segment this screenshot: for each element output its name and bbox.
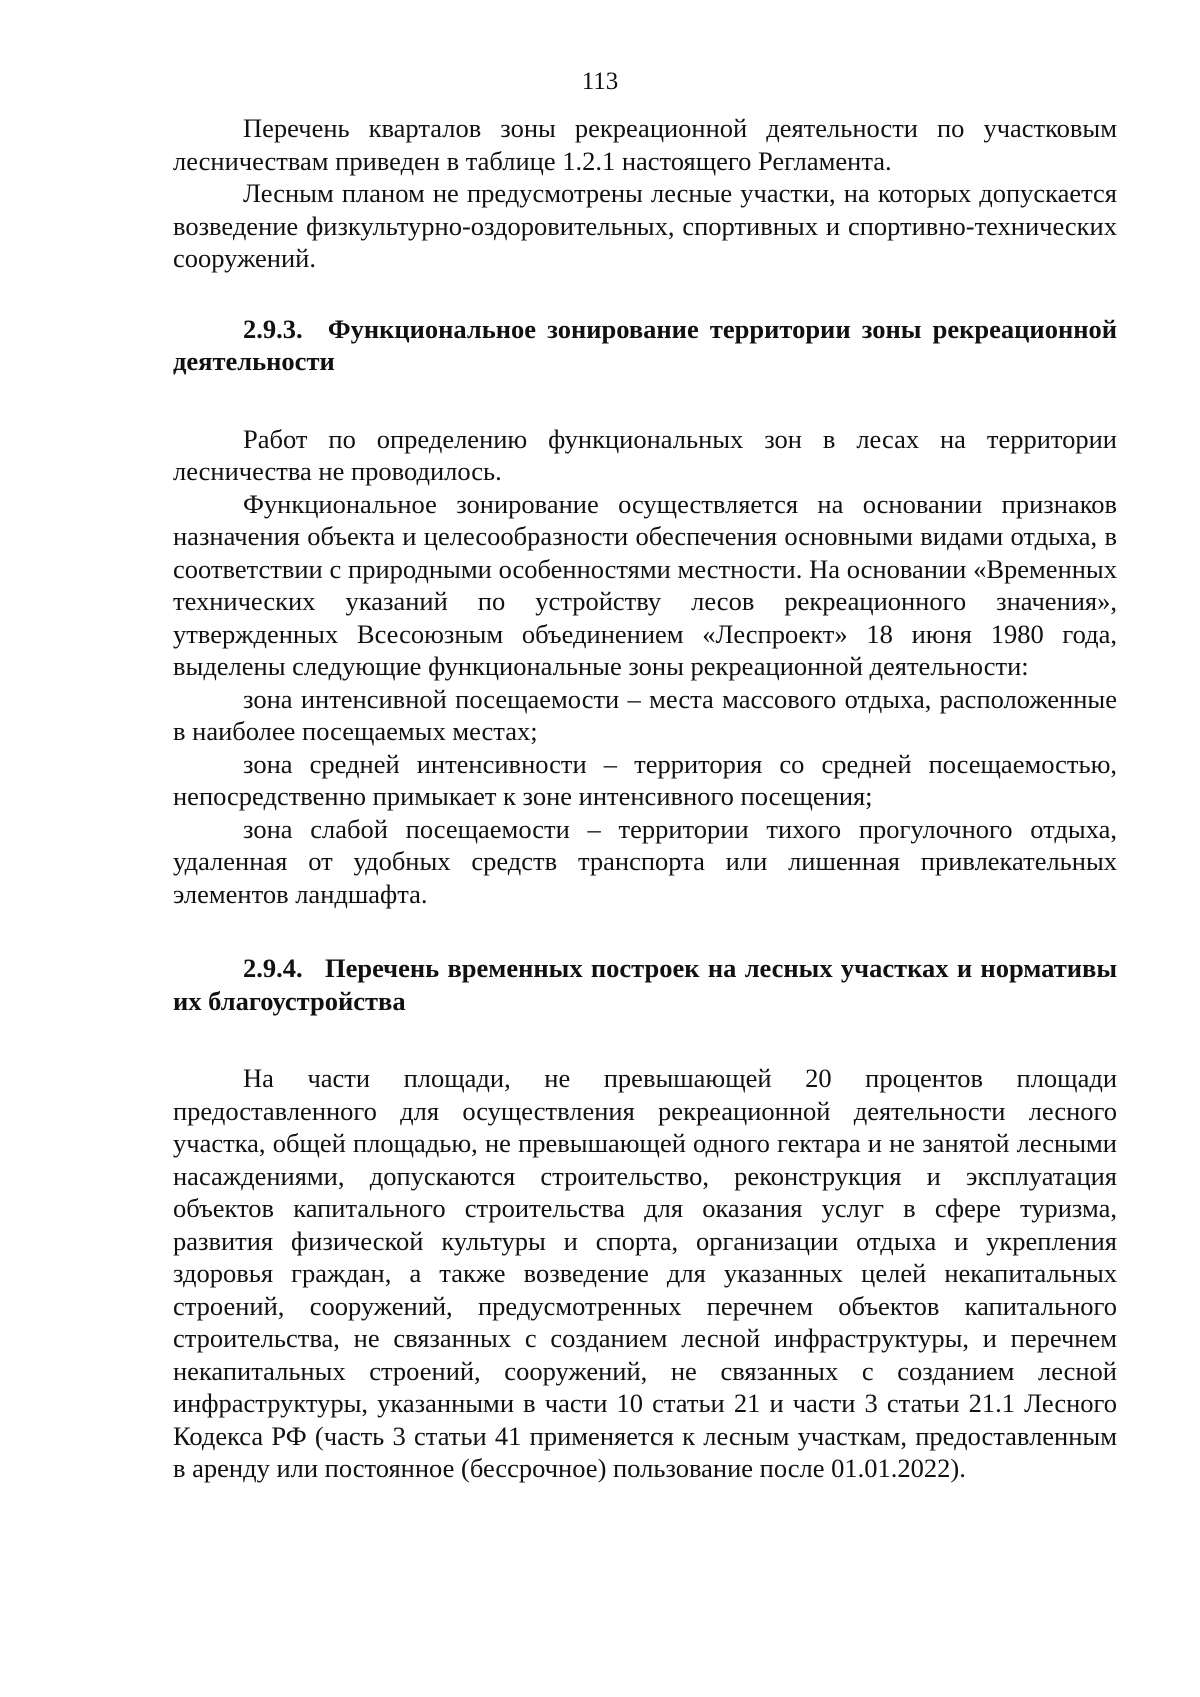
list-item: зона слабой посещаемости – территории тихого прогулочного отдыха, удаленная от удобных средств транспорта или лишенная привлекательных элементов ландшафта.	[173, 813, 1117, 909]
list-item: зона интенсивной посещаемости – места массового отдыха, расположенные в наиболее посещаемых местах;	[173, 683, 1117, 746]
section-number: 2.9.4.	[243, 953, 303, 983]
section-heading-2-9-4	[173, 952, 1117, 1017]
section-number: 2.9.3.	[243, 313, 303, 344]
document-body	[173, 112, 1117, 1485]
paragraph: Перечень кварталов зоны рекреационной деятельности по участковым лесничествам приведен в таблице 1.2.1 настоящего Регламента.	[173, 113, 1117, 176]
section-heading-2-9-3	[173, 313, 1117, 378]
paragraph: Работ по определению функциональных зон в лесах на территории лесничества не проводилось.	[173, 423, 1117, 486]
section-title: Функциональное зонирование территории зоны рекреационной деятельности	[173, 313, 1118, 376]
paragraph: Функциональное зонирование осуществляется на основании признаков назначения объекта и целесообразности обеспечения основными видами отдыха, в соответствии с природными особенностями местности. На основании «Временных технических указаний по устройству лесов рекреационного значения», утвержденных Всесоюзным объединением «Леспроект» 18 июня 1980 года, выделены следующие функциональные зоны рекреационной деятельности:	[173, 488, 1117, 681]
paragraph: Лесным планом не предусмотрены лесные участки, на которых допускается возведение физкультурно-оздоровительных, спортивных и спортивно-технических сооружений.	[173, 178, 1117, 273]
section-title: Перечень временных построек на лесных участках и нормативы их благоустройства	[173, 953, 1118, 1016]
paragraph: На части площади, не превышающей 20 процентов площади предоставленного для осуществления рекреационной деятельности лесного участка, общей площадью, не превышающей одного гектара и не занятой лесными насаждениями, допускаются строительство, реконструкция и эксплуатация объектов капитального строительства для оказания услуг в сфере туризма, развития физической культуры и спорта, организации отдыха и укрепления здоровья граждан, а также возведение для указанных целей некапитальных строений, сооружений, предусмотренных перечнем объектов капитального строительства, не связанных с созданием лесной инфраструктуры, и перечнем некапитальных строений, сооружений, не связанных с созданием лесной инфраструктуры, указанными в части 10 статьи 21 и части 3 статьи 21.1 Лесного Кодекса РФ (часть 3 статьи 41 применяется к лесным участкам, предоставленным в аренду или постоянное (бессрочное) пользование после 01.01.2022).	[173, 1063, 1117, 1483]
page-number: 113	[581, 68, 619, 95]
list-item: зона средней интенсивности – территория со средней посещаемостью, непосредственно примыкает к зоне интенсивного посещения;	[173, 748, 1117, 811]
